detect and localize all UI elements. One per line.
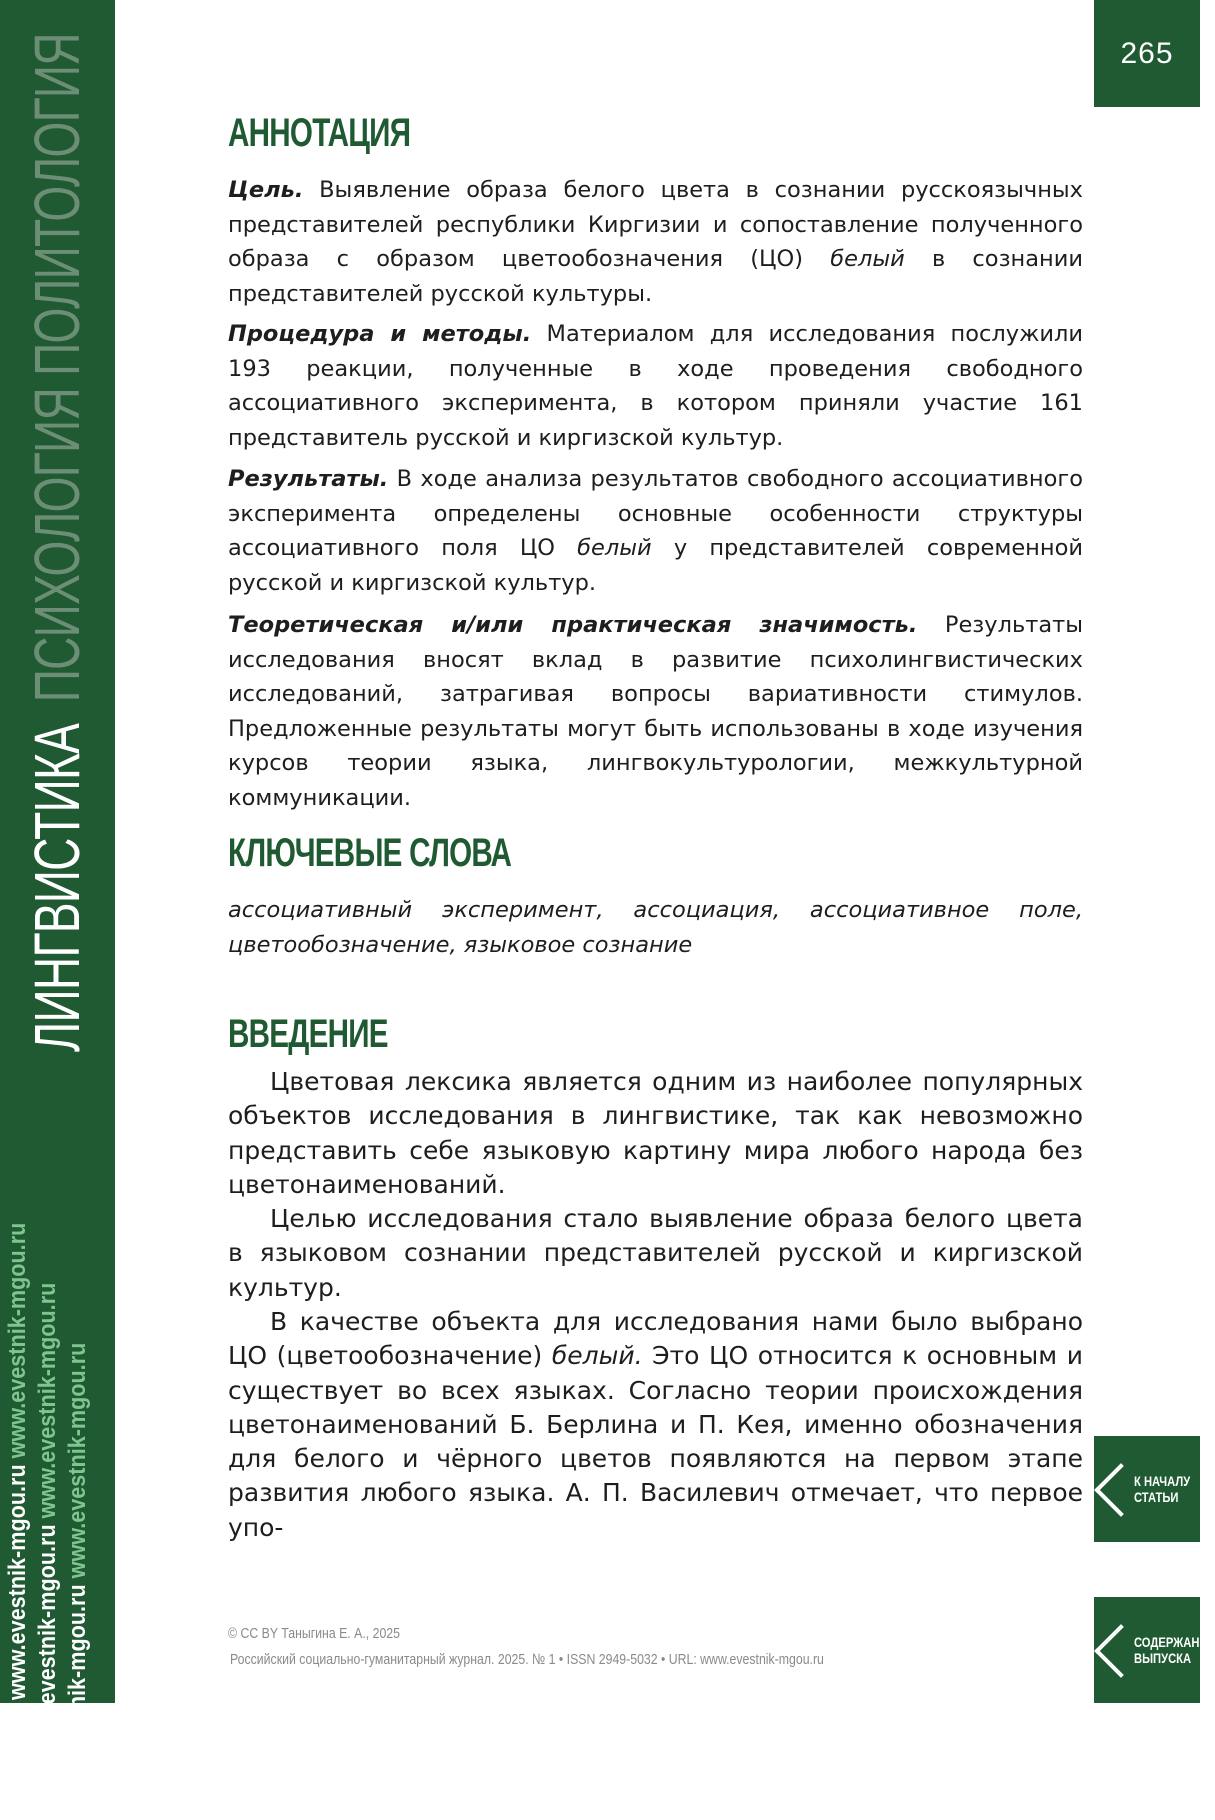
url-green[interactable]: www.evestnik-mgou.ru [64,1342,91,1579]
methods-text: Материалом для исследования послужили 193 реакции, полученные в ходе проведения свободного ассоциативного эксперимента, в котором приняли участие 161 представитель русской и киргизской культур. [228,321,1083,451]
results-label: Результаты. [228,466,389,492]
annotation-results [228,462,1083,600]
intro-paragraph-3 [228,1305,1083,1545]
significance-label: Теоретическая и/или практическая значимость. [228,612,918,638]
issue-contents-button[interactable] [1094,1597,1215,1703]
results-italic: белый [577,535,652,561]
intro-p3-italic: белый. [551,1341,643,1371]
goal-text-end: в сознании представителей русской культуры. [228,246,1083,307]
url-white[interactable]: www.evestnik-mgou.ru [4,1464,31,1700]
section-title [21,33,93,1052]
keywords-text: ассоциативный эксперимент, ассоциация, ассоциативное поле, цветообозначение, языковое сознание [228,897,1083,958]
annotation-significance [228,608,1083,815]
intro-heading: ВВЕДЕНИЕ [228,1012,388,1056]
goal-italic: белый [830,246,905,272]
intro-paragraph-2: Целью исследования стало выявление образа белого цвета в языковом сознании представителей русской и киргизской культур. [228,1204,1083,1302]
issue-contents-label: СОДЕРЖАНИЕ ВЫПУСКА [1134,1634,1215,1666]
annotation-heading: АННОТАЦИЯ [228,111,411,155]
keywords-heading: КЛЮЧЕВЫЕ СЛОВА [228,831,512,875]
methods-label: Процедура и методы. [228,321,532,347]
section-title-secondary: ПСИХОЛОГИЯ ПОЛИТОЛОГИЯ [21,33,93,703]
results-text: В ходе анализа результатов свободного ассоциативного эксперимента определены основные особенности структуры ассоциативного поля ЦО [228,466,1083,561]
sidebar-url-line [36,1283,60,1760]
url-green[interactable]: www.evestnik-mgou.ru [34,1282,61,1519]
annotation-goal [228,173,1083,311]
footer-license: © CC BY Таныгина Е. А., 2025 [228,1625,400,1642]
page-number: 265 [1094,0,1200,107]
significance-text: Результаты исследования вносят вклад в развитие психолингвистических исследований, затрагивая вопросы вариативности стимулов. Предложенные результаты могут быть использованы в ходе изучения курсов теории языка, лингвокультурологии, межкультурной коммуникации. [228,612,1083,811]
goal-label: Цель. [228,177,304,203]
sidebar-url-line [66,1343,90,1820]
intro-paragraph-1: Цветовая лексика является одним из наиболее популярных объектов исследования в лингвистике, так как невозможно представить себе языковую картину мира любого народа без цветонаименований. [228,1067,1083,1199]
intro-p3-text: В качестве объекта для исследования нами было выбрано ЦО (цветообозначение) [228,1307,1083,1371]
url-white[interactable]: www.evestnik-mgou.ru [64,1584,91,1820]
goal-text: Выявление образа белого цвета в сознании русскоязычных представителей республики Киргизии и сопоставление полученного образа с образом цветообозначения (ЦО) [228,177,1083,272]
intro-p3-text-end: Это ЦО относится к основным и существует во всех языках. Согласно теории происхождения цветонаименований Б. Берлина и П. Кея, именно обозначения для белого и чёрного цветов появляются на первом этапе развития любого языка. А. П. Василевич отмечает, что первое упо- [228,1341,1083,1542]
section-title-main: ЛИНГВИСТИКА [21,723,93,1052]
annotation-methods [228,317,1083,455]
to-article-start-label: К НАЧАЛУ СТАТЬИ [1134,1473,1191,1505]
results-text-end: у представителей современной русской и киргизской культур. [228,535,1083,596]
url-green[interactable]: www.evestnik-mgou.ru [4,1222,31,1459]
sidebar-url-line [6,1223,30,1700]
footer-journal: Российский социально-гуманитарный журнал. 2025. № 1 • ISSN 2949-5032 • URL: www.evestnik-mgou.ru [230,1651,824,1668]
to-article-start-button[interactable] [1094,1436,1200,1542]
url-white[interactable]: www.evestnik-mgou.ru [34,1524,61,1760]
sidebar [0,0,115,1820]
